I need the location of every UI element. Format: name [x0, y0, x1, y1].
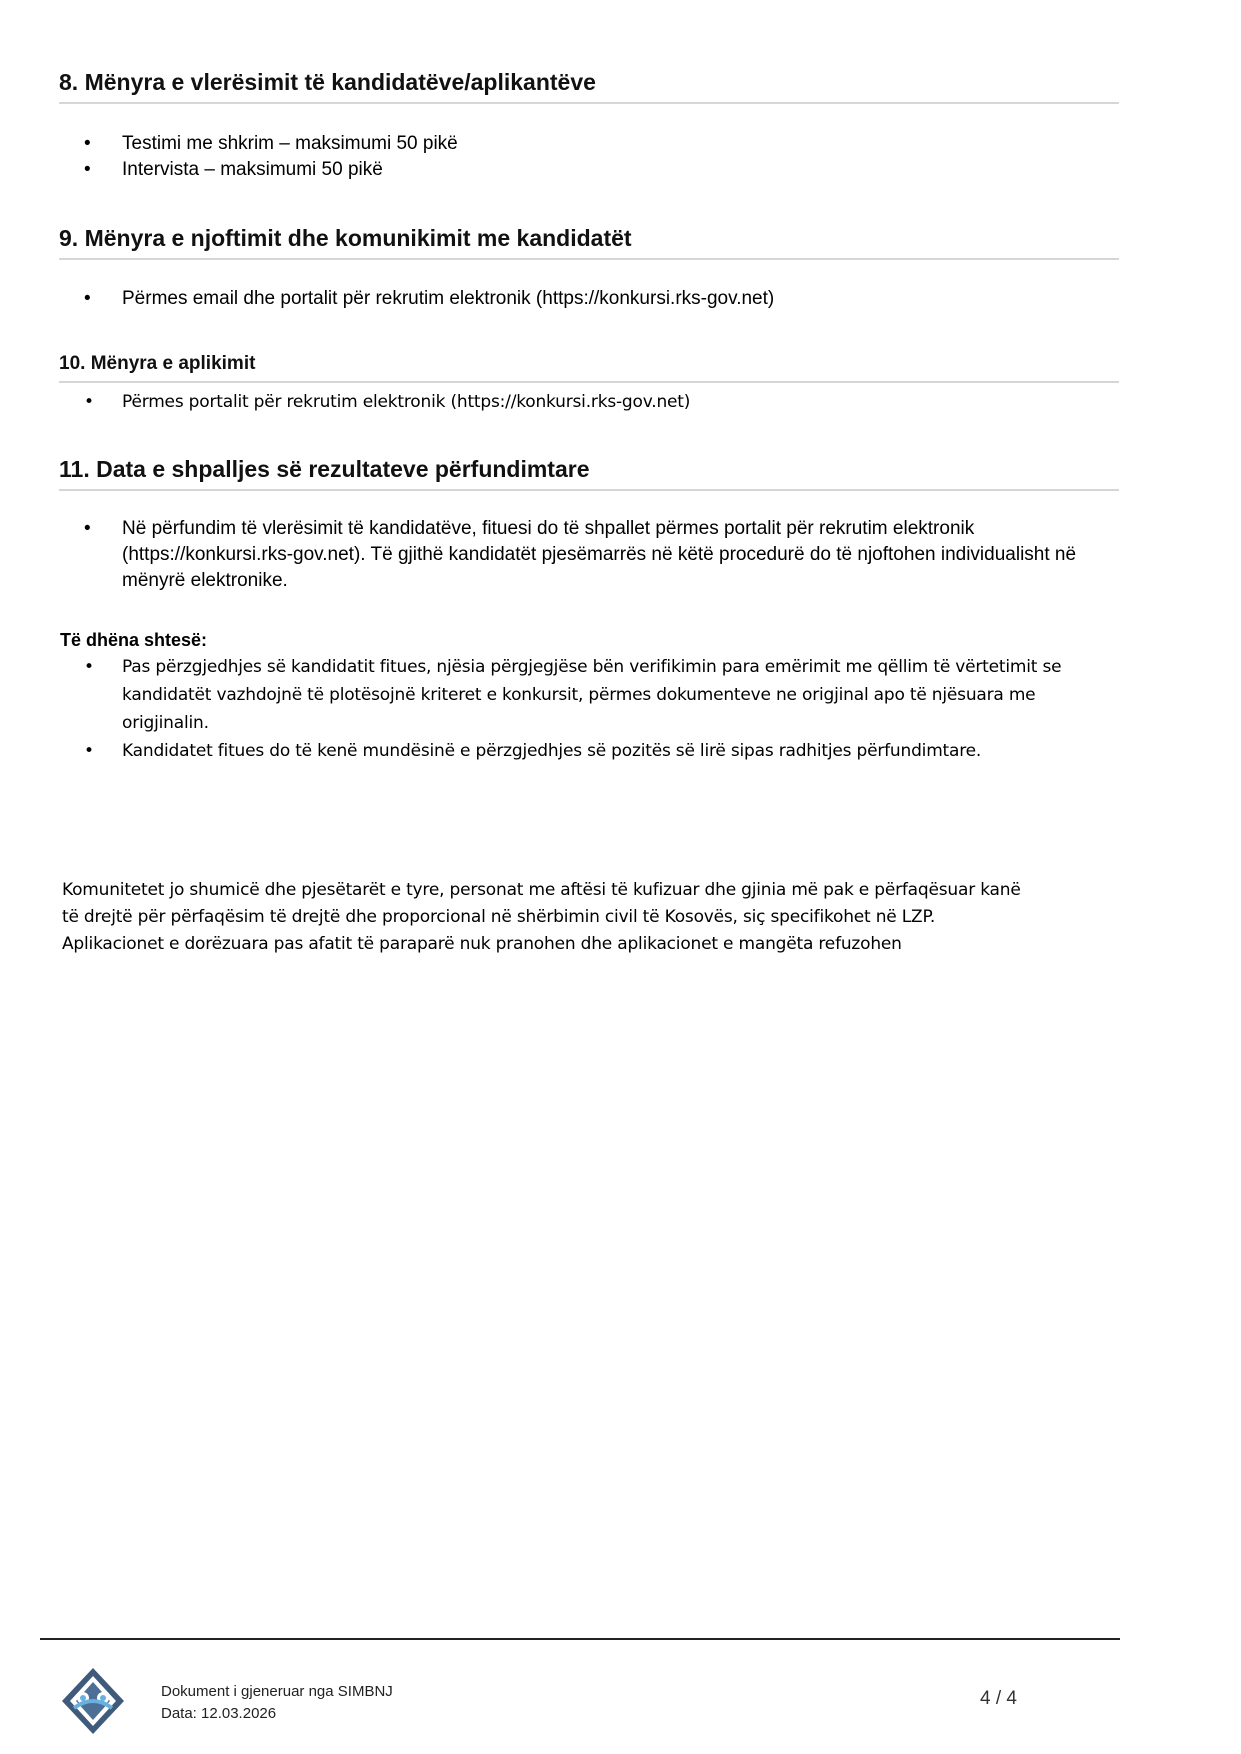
- section-9-heading: 9. Mënyra e njoftimit dhe komunikimit me kandidatët: [59, 225, 1119, 260]
- list-item: [84, 286, 1119, 312]
- bullet-icon: •: [84, 518, 91, 539]
- footer-info: [161, 1681, 393, 1725]
- bullet-icon: •: [84, 392, 94, 412]
- list-item: [84, 131, 1119, 157]
- list-item-text: Pas përzgjedhjes së kandidatit fitues, njësia përgjegjëse bën verifikimin para emërimit me qëllim të vërtetimit se kandidatët vazhdojnë të plotësojnë kriteret e konkursit, përmes dokumenteve ne origjinal apo të njësuara me origjinalin.: [122, 657, 1062, 733]
- footer-date: Data: 12.03.2026: [161, 1705, 277, 1722]
- list-item: [84, 157, 1119, 183]
- page-number: 4 / 4: [980, 1688, 1017, 1709]
- bullet-icon: •: [84, 741, 94, 761]
- legal-note-line: të drejtë për përfaqësim të drejtë dhe proporcional në shërbimin civil të Kosovës, siç specifikohet në LZP.: [62, 907, 936, 927]
- bullet-icon: •: [84, 288, 91, 309]
- footer-divider: [40, 1638, 1120, 1640]
- list-item-text: Në përfundim të vlerësimit të kandidatëve, fituesi do të shpallet përmes portalit për rekrutim elektronik (https://konkursi.rks-gov.net). Të gjithë kandidatët pjesëmarrës në këtë procedurë do të njoftohen individualisht në mënyrë elektronike.: [122, 518, 1077, 591]
- section-8-list: [84, 131, 1119, 183]
- section-8-heading: 8. Mënyra e vlerësimit të kandidatëve/aplikantëve: [59, 69, 1119, 104]
- list-item-text: Intervista – maksimumi 50 pikë: [122, 159, 383, 180]
- section-11-heading: 11. Data e shpalljes së rezultateve përfundimtare: [59, 456, 1119, 491]
- section-9-list: [84, 286, 1119, 312]
- list-item-text: Përmes portalit për rekrutim elektronik (https://konkursi.rks-gov.net): [122, 392, 691, 412]
- list-item: [84, 737, 1119, 765]
- section-10-list: [84, 388, 1119, 416]
- section-10-heading: 10. Mënyra e aplikimit: [59, 353, 1119, 383]
- legal-note-line: Aplikacionet e dorëzuara pas afatit të paraparë nuk pranohen dhe aplikacionet e mangëta refuzohen: [62, 934, 902, 954]
- bullet-icon: •: [84, 657, 94, 677]
- section-11-list: [84, 516, 1119, 594]
- list-item-text: Përmes email dhe portalit për rekrutim elektronik (https://konkursi.rks-gov.net): [122, 288, 775, 309]
- additional-info-list: [84, 653, 1119, 765]
- legal-note: [62, 877, 1132, 958]
- simbnj-logo-icon: [62, 1668, 124, 1734]
- list-item-text: Kandidatet fitues do të kenë mundësinë e përzgjedhjes së pozitës së lirë sipas radhitjes përfundimtare.: [122, 741, 982, 761]
- list-item: [84, 516, 1119, 594]
- legal-note-line: Komunitetet jo shumicë dhe pjesëtarët e tyre, personat me aftësi të kufizuar dhe gjinia më pak e përfaqësuar kanë: [62, 880, 1021, 900]
- additional-info-heading: Të dhëna shtesë:: [60, 630, 208, 650]
- list-item: [84, 388, 1119, 416]
- list-item-text: Testimi me shkrim – maksimumi 50 pikë: [122, 133, 458, 154]
- bullet-icon: •: [84, 159, 91, 180]
- bullet-icon: •: [84, 133, 91, 154]
- footer-generated-by: Dokument i gjeneruar nga SIMBNJ: [161, 1683, 393, 1700]
- list-item: [84, 653, 1119, 737]
